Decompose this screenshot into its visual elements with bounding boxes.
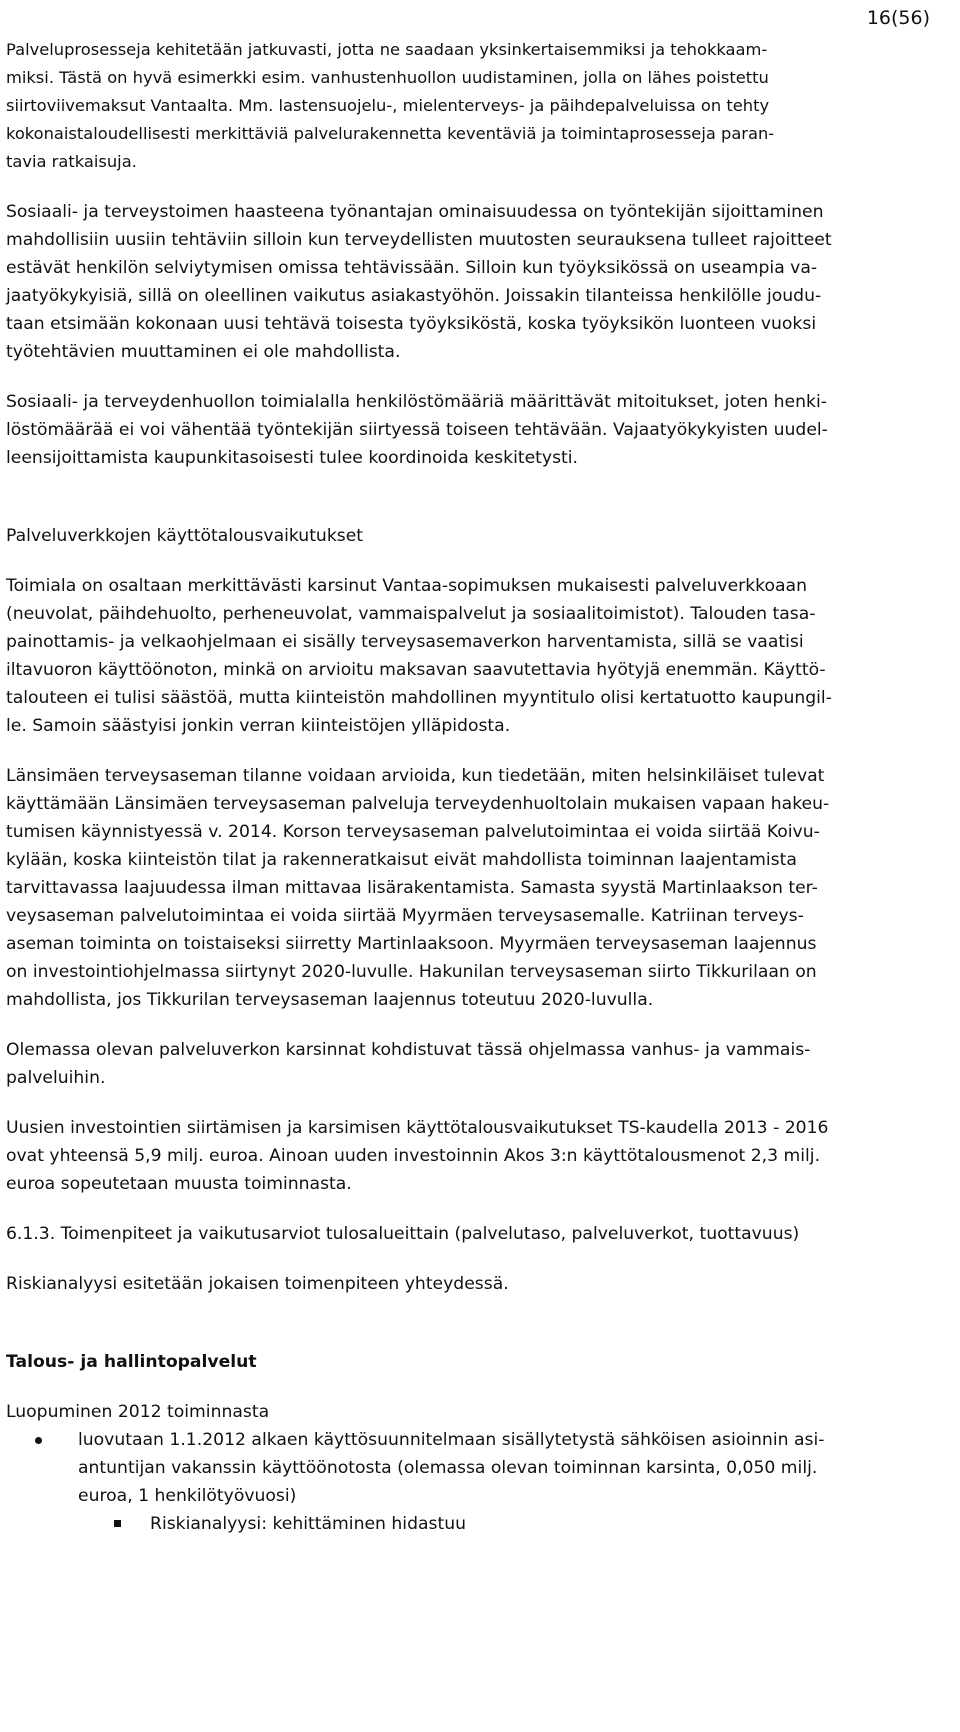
text-line: euroa sopeutetaan muusta toiminnasta.	[6, 1174, 352, 1194]
bullet-icon	[35, 1437, 42, 1444]
square-bullet-icon	[114, 1520, 121, 1527]
paragraph-8: Riskianalyysi esitetään jokaisen toimenpiteen yhteydessä.	[6, 1274, 509, 1294]
text-line: löstömäärää ei voi vähentää työntekijän siirtyessä toiseen tehtävään. Vajaatyökykyisten uudel-	[6, 420, 828, 440]
section-number-heading: 6.1.3. Toimenpiteet ja vaikutusarviot tulosalueittain (palvelutaso, palveluverkot, tuottavuus)	[6, 1224, 800, 1244]
paragraph-2	[6, 198, 944, 366]
bullet-list	[6, 1426, 944, 1510]
text-line: antuntijan vakanssin käyttöönotosta (olemassa olevan toiminnan karsinta, 0,050 milj.	[78, 1458, 818, 1478]
text-line: palveluihin.	[6, 1068, 106, 1088]
text-line: ovat yhteensä 5,9 milj. euroa. Ainoan uuden investoinnin Akos 3:n käyttötalousmenot 2,3 milj.	[6, 1146, 821, 1166]
text-line: kylään, koska kiinteistön tilat ja rakenneratkaisut eivät mahdollista toiminnan laajentamista	[6, 850, 797, 870]
text-line: le. Samoin säästyisi jonkin verran kiinteistöjen ylläpidosta.	[6, 716, 511, 736]
paragraph-5	[6, 762, 944, 1014]
paragraph-6	[6, 1036, 944, 1092]
text-line: työtehtävien muuttaminen ei ole mahdollista.	[6, 342, 401, 362]
text-line: Olemassa olevan palveluverkon karsinnat kohdistuvat tässä ohjelmassa vanhus- ja vammais-	[6, 1040, 811, 1060]
text-line: kokonaistaloudellisesti merkittäviä palvelurakennetta keventäviä ja toimintaprosesseja paran-	[6, 124, 775, 143]
text-line: Uusien investointien siirtämisen ja karsimisen käyttötalousvaikutukset TS-kaudella 2013 - 2016	[6, 1118, 829, 1138]
text-line: luovutaan 1.1.2012 alkaen käyttösuunnitelmaan sisällytetystä sähköisen asioinnin asi-	[78, 1430, 825, 1450]
paragraph-1	[6, 36, 944, 176]
text-line: Sosiaali- ja terveystoimen haasteena työnantajan ominaisuudessa on työntekijän sijoittaminen	[6, 202, 824, 222]
text-line: mahdollista, jos Tikkurilan terveysaseman laajennus toteutuu 2020-luvulla.	[6, 990, 654, 1010]
page-number: 16(56)	[866, 7, 930, 29]
text-line: Toimiala on osaltaan merkittävästi karsinut Vantaa-sopimuksen mukaisesti palveluverkkoaan	[6, 576, 807, 596]
text-line: aseman toiminta on toistaiseksi siirretty Martinlaaksoon. Myyrmäen terveysaseman laajennus	[6, 934, 817, 954]
list-item	[6, 1510, 944, 1538]
text-line: iltavuoron käyttöönoton, minkä on arvioitu maksavan saavutettavia hyötyjä enemmän. Käyttö-	[6, 660, 826, 680]
sub-bullet-list	[6, 1510, 944, 1538]
text-line: leensijoittamista kaupunkitasoisesti tulee koordinoida keskitetysti.	[6, 448, 578, 468]
text-line: Riskianalyysi: kehittäminen hidastuu	[150, 1514, 466, 1534]
text-line: euroa, 1 henkilötyövuosi)	[78, 1486, 297, 1506]
paragraph-7	[6, 1114, 944, 1198]
text-line: Sosiaali- ja terveydenhuollon toimialalla henkilöstömääriä määrittävät mitoitukset, joten henki-	[6, 392, 827, 412]
text-line: estävät henkilön selviytymisen omissa tehtävissään. Silloin kun työyksikössä on useampia va-	[6, 258, 818, 278]
text-line: talouteen ei tulisi säästöä, mutta kiinteistön mahdollinen myyntitulo olisi kertatuotto kaupungil-	[6, 688, 832, 708]
text-line: Palveluprosesseja kehitetään jatkuvasti, jotta ne saadaan yksinkertaisemmiksi ja tehokkaam-	[6, 40, 768, 59]
document-body	[6, 36, 944, 1538]
text-line: mahdollisiin uusiin tehtäviin silloin kun terveydellisten muutosten seurauksena tulleet rajoitteet	[6, 230, 832, 250]
section-heading: Palveluverkkojen käyttötalousvaikutukset	[6, 526, 364, 546]
text-line: siirtoviivemaksut Vantaalta. Mm. lastensuojelu-, mielenterveys- ja päihdepalveluissa on tehty	[6, 96, 770, 115]
text-line: tarvittavassa laajuudessa ilman mittavaa lisärakentamista. Samasta syystä Martinlaakson ter-	[6, 878, 818, 898]
list-item	[6, 1426, 944, 1510]
text-line: painottamis- ja velkaohjelmaan ei sisälly terveysasemaverkon harventamista, sillä se vaatisi	[6, 632, 804, 652]
subheading: Luopuminen 2012 toiminnasta	[6, 1402, 270, 1422]
text-line: tavia ratkaisuja.	[6, 152, 137, 171]
text-line: tumisen käynnistyessä v. 2014. Korson terveysaseman palvelutoimintaa ei voida siirtää Koivu-	[6, 822, 820, 842]
paragraph-4	[6, 572, 944, 740]
text-line: miksi. Tästä on hyvä esimerkki esim. vanhustenhuollon uudistaminen, jolla on lähes poistettu	[6, 68, 769, 87]
text-line: on investointiohjelmassa siirtynyt 2020-luvulle. Hakunilan terveysaseman siirto Tikkurilaan on	[6, 962, 817, 982]
text-line: Länsimäen terveysaseman tilanne voidaan arvioida, kun tiedetään, miten helsinkiläiset tulevat	[6, 766, 825, 786]
text-line: (neuvolat, päihdehuolto, perheneuvolat, vammaispalvelut ja sosiaalitoimistot). Talouden tasa-	[6, 604, 816, 624]
text-line: veysaseman palvelutoimintaa ei voida siirtää Myyrmäen terveysasemalle. Katriinan terveys-	[6, 906, 804, 926]
text-line: jaatyökykyisiä, sillä on oleellinen vaikutus asiakastyöhön. Joissakin tilanteissa henkilölle joudu-	[6, 286, 822, 306]
paragraph-3	[6, 388, 944, 472]
text-line: taan etsimään kokonaan uusi tehtävä toisesta työyksiköstä, koska työyksikön luonteen vuoksi	[6, 314, 817, 334]
text-line: käyttämään Länsimäen terveysaseman palveluja terveydenhuoltolain mukaisen vapaan hakeu-	[6, 794, 830, 814]
unit-heading: Talous- ja hallintopalvelut	[6, 1352, 257, 1372]
